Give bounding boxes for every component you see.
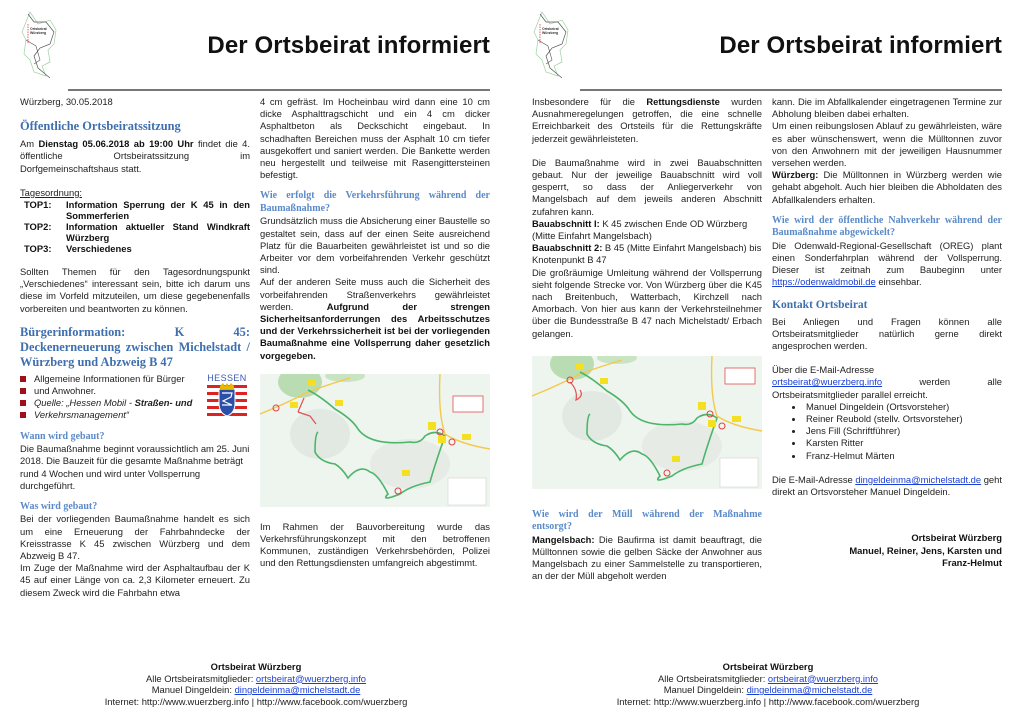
right-column-2 <box>772 96 1002 570</box>
construction-continuation: 4 cm gefräst. Im Hocheinbau wird dann eine 10 cm dicke Asphalttragschicht und ein 4 cm dicker Asphaltbeton als Deckschicht eingebaut. In schadhaften Bereichen muss der Asphalt 10 cm tiefer ausgekoffert und saniert werden. Die Bankette werden neu hergestellt und teilweise mit Rasengittersteinen befestigt. <box>260 96 490 181</box>
member-item: Manuel Dingeldein (Ortsvorsteher) <box>790 401 1002 413</box>
agenda-key: TOP1: <box>24 199 52 211</box>
intro-prefix: Am <box>20 138 39 150</box>
agenda-text: Information aktueller Stand Windkraft Würzberg <box>66 221 250 244</box>
left-column-2 <box>260 96 490 570</box>
intro-suffix: findet die 4. öffentliche Ortsbeiratssitzung im Dorfgemeinschaftshaus statt. <box>20 138 250 174</box>
agenda-item <box>24 221 250 243</box>
phase-1-text: K 45 zwischen Ende OD Würzberg (Mitte Einfahrt Mangelsbach) <box>532 217 748 242</box>
signature-line: Franz-Helmut <box>942 557 1002 569</box>
contact-text: Bei Anliegen und Fragen können alle Ortsbeiratsmitglieder natürlich gerne direkt angesprochen werden. <box>772 315 1002 352</box>
what-text-2: Im Zuge der Maßnahme wird der Asphaltaufbau der K 45 auf einer Länge von ca. 2,3 Kilometer erneuert. Zu diesem Zweck wird die Fahrbahn etwa <box>20 562 250 598</box>
ortsbeirat-logo <box>20 10 60 80</box>
rescue-text <box>532 96 762 145</box>
footer-all-label: Alle Ortsbeiratsmitglieder: <box>657 672 768 684</box>
traffic-text-1: Grundsätzlich muss die Absicherung einer Baustelle so gestaltet sein, dass auf der einen Seite ausreichend Platz für die Bauarbeiten gewährleistet ist und so die Arbeiter vor dem vorbeifahrenden Verkehr geschützt sind. <box>260 215 490 276</box>
source-bullet: und Anwohner. <box>20 385 200 397</box>
source-bullet: Allgemeine Informationen für Bürger <box>20 373 200 385</box>
member-item: Jens Fill (Schriftführer) <box>790 425 1002 437</box>
footer-all-email-link[interactable]: ortsbeirat@wuerzberg.info <box>767 672 879 684</box>
transit-link[interactable]: https://odenwaldmobil.de <box>772 276 876 288</box>
agenda-key: TOP2: <box>24 221 52 233</box>
footer-chair-email-link[interactable]: dingeldeinma@michelstadt.de <box>234 684 361 696</box>
date-line: Würzberg, 30.05.2018 <box>20 96 113 107</box>
signature-block <box>772 532 1002 570</box>
footer-chair <box>0 684 512 696</box>
waste-text <box>532 534 762 583</box>
agenda-text: Information Sperrung der K 45 in den Sommerferien <box>66 199 250 222</box>
footer-chair-label: Manuel Dingeldein: <box>151 684 235 696</box>
logo-text-line2: Würzberg <box>542 31 559 35</box>
footer-org: Ortsbeirat Würzberg <box>210 661 302 672</box>
transit-body: Die Odenwald-Regional-Gesellschaft (OREG) plant einen Sonderfahrplan während der Vollsperrung. Dieser ist zeitnah zum Baubeginn unter <box>772 239 1002 276</box>
footer-all-label: Alle Ortsbeiratsmitglieder: <box>145 672 256 684</box>
traffic-text-2 <box>260 276 490 361</box>
section-heading-waste: Wie wird der Müll während der Maßnahme entsorgt? <box>532 508 762 533</box>
agenda-item <box>24 199 250 221</box>
source-bold: Straßen- und <box>134 397 193 409</box>
members-list <box>790 401 1002 462</box>
footer-chair-label: Manuel Dingeldein: <box>663 684 747 696</box>
direct-suffix: geht direkt an Ortsvorsteher Manuel Dingeldein. <box>772 473 1002 498</box>
logo-text-line1: Ortsbeirat <box>30 27 47 31</box>
meeting-intro <box>20 138 250 175</box>
hessen-label: HESSEN <box>207 372 247 383</box>
direct-prefix: Die E-Mail-Adresse <box>772 473 856 485</box>
section-heading-meeting: Öffentliche Ortsbeiratssitzung <box>20 119 181 134</box>
traffic-text-2-plain: Auf der anderen Seite muss auch die Sicherheit des vorbeifahrenden Straßenverkehrs gewährleistet werden. <box>260 276 490 312</box>
when-text: Die Baumaßnahme beginnt voraussichtlich am 25. Juni 2018. Die Bauzeit für die gesamte Maßnahme beträgt rund 4 Wochen und wird unter Vollsperrung durchgeführt. <box>20 443 250 491</box>
phases-text: Die Baumaßnahme wird in zwei Bauabschnitten gebaut. Nur der jeweilige Bauabschnitt wird voll gesperrt, so dass der Anliegerverkehr von Mangelsbach auf dem jeweils anderen Abschnitt zufahren kann. <box>532 156 762 217</box>
footer-chair <box>512 684 1024 696</box>
transit-text <box>772 240 1002 289</box>
section-heading-traffic: Wie erfolgt die Verkehrsführung während der Baumaßnahme? <box>260 190 490 214</box>
rescue-prefix: Insbesondere für die <box>532 96 647 107</box>
rescue-suffix: wurden Ausnahmeregelungen getroffen, die eine schnelle Erreichbarkeit des Ortsteils für die Rettungskräfte jederzeit gewährleisteten. <box>532 96 762 144</box>
footer-left <box>0 661 512 707</box>
what-text-1: Bei der vorliegenden Baumaßnahme handelt es sich um eine Erneuerung der Fahrbahndecke der Kreisstrasse K 45 zwischen Würzberg und dem Abzweig B 47. <box>20 513 250 562</box>
agenda-item <box>24 243 250 254</box>
footer-right <box>512 661 1024 707</box>
detour-map <box>532 356 762 489</box>
right-column-1 <box>532 96 762 583</box>
agenda-list <box>24 199 250 254</box>
direct-email-text <box>772 474 1002 498</box>
footer-chair-email-link[interactable]: dingeldeinma@michelstadt.de <box>746 684 873 696</box>
phase-2-label: Bauabschnitt 2: <box>532 242 603 254</box>
footer-all-email-link[interactable]: ortsbeirat@wuerzberg.info <box>255 672 367 684</box>
map-outline-icon <box>20 10 60 80</box>
section-heading-what: Was wird gebaut? <box>20 500 98 512</box>
section-heading-transit: Wie wird der öffentliche Nahverkehr während der Baumaßnahme abgewickelt? <box>772 214 1002 239</box>
agenda-closing: Sollten Themen für den Tagesordnungspunkt „Verschiedenes“ interessant sein, bitte ich darum uns diese im Vorfeld mitzuteilen, um diese gegebenenfalls vorbereiten und beantworten zu können. <box>20 266 250 314</box>
page-title: Der Ortsbeirat informiert <box>207 32 490 59</box>
source-bullet <box>20 397 200 409</box>
email-intro: Über die E-Mail-Adresse <box>772 364 875 376</box>
phase-1 <box>532 218 762 242</box>
header-divider <box>580 89 1002 91</box>
waste-continuation: kann. Die im Abfallkalender eingetragenen Termine zur Abholung bleiben dabei erhalten. <box>772 96 1002 120</box>
footer-all-members <box>512 673 1024 685</box>
map-outline-icon <box>532 10 572 80</box>
source-block <box>20 373 250 422</box>
left-column-1 <box>20 96 250 599</box>
meeting-datetime: Dienstag 05.06.2018 ab 19:00 Uhr <box>38 138 194 150</box>
header-divider <box>68 89 490 91</box>
agenda-key: TOP3: <box>24 243 52 255</box>
detour-text: Die großräumige Umleitung während der Vollsperrung sieht folgende Strecke vor. Von Würzberg über die K45 nach Breitenbuch, Watterbach, Kirchzell nach Amorbach. Von hier aus kann der Verkehrsteilnehmer über die Bundesstraße B 47 nach Michelstadt/ Erbach gelangen. <box>532 266 762 339</box>
signature-line: Ortsbeirat Würzberg <box>911 532 1002 544</box>
member-item: Franz-Helmut Märten <box>790 450 1002 462</box>
transit-suffix: einsehbar. <box>875 276 922 288</box>
section-heading-contact: Kontakt Ortsbeirat <box>772 298 868 311</box>
section-heading-citizen-info: Bürgerinformation: K 45: Deckenerneuerung zwischen Michelstadt / Würzberg und Abzweig B 47 <box>20 324 250 369</box>
hessen-crest-icon <box>207 383 247 419</box>
waste-label: Mangelsbach: <box>532 533 595 545</box>
phase-2-text: B 45 (Mitte Einfahrt Mangelsbach) bis Knotenpunkt B 47 <box>532 242 762 266</box>
phase-1-label: Bauabschnitt I: <box>532 217 600 229</box>
newsletter-page-right <box>512 0 1024 724</box>
rescue-bold: Rettungsdienste <box>646 96 720 107</box>
footer-org: Ortsbeirat Würzberg <box>722 661 814 672</box>
logo-text-line2: Würzberg <box>30 31 47 35</box>
footer-all-members <box>0 673 512 685</box>
logo-text-line1: Ortsbeirat <box>542 27 559 31</box>
footer-internet: Internet: http://www.wuerzberg.info | http://www.facebook.com/wuerzberg <box>616 695 920 707</box>
source-bullet: Verkehrsmanagement“ <box>20 409 200 421</box>
traffic-text-2-bold: Aufgrund der strengen Sicherheitsanforderrungen des Arbeitsschutzes und der Verkehrssicherheit ist bei der vorliegenden Baumaßnahme eine Vollsperrung daher gesetzlich vorgegeben. <box>260 300 490 361</box>
wuerzberg-waste <box>772 169 1002 206</box>
detour-map-image <box>260 374 490 507</box>
section-heading-when: Wann wird gebaut? <box>20 430 105 442</box>
waste-numbering: Um einen reibungslosen Ablauf zu gewährleisten, wäre es aber wünschenswert, wenn die Mülltonnen zuvor von den Anwohnern mit der jeweiligen Hausnummer versehen werden. <box>772 120 1002 169</box>
detour-map <box>260 374 490 507</box>
ortsbeirat-logo <box>532 10 572 80</box>
signature-line: Manuel, Reiner, Jens, Karsten und <box>849 544 1002 556</box>
members-email-link[interactable]: ortsbeirat@wuerzberg.info <box>772 376 883 388</box>
agenda-text: Verschiedenes <box>66 243 132 255</box>
waste-body: Die Baufirma ist damit beauftragt, die Mülltonnen sowie die gelben Säcke der Anwohner aus Mangelsbach zu einer Sammelstelle zu transportieren, an der der Müll abgeholt werden <box>532 533 762 582</box>
source-prefix: Quelle: „Hessen Mobil - <box>34 397 135 409</box>
coordination-text: Im Rahmen der Bauvorbereitung wurde das Verkehrsführungskonzept mit den betroffenen Kommunen, zuständigen Verkehrsbehörden, Polizei und den Rettungsdiensten umfangreich abgestimmt. <box>260 520 490 569</box>
footer-internet: Internet: http://www.wuerzberg.info | http://www.facebook.com/wuerzberg <box>104 695 408 707</box>
chair-email-link[interactable]: dingeldeinma@michelstadt.de <box>855 473 982 485</box>
agenda-label: Tagesordnung: <box>20 186 83 198</box>
email-line <box>772 376 1002 400</box>
wuerzberg-text: Die Mülltonnen in Würzberg werden wie gehabt abgeholt. Auch hier bleiben die Abholdaten des Abfallkalenders erhalten. <box>772 169 1002 205</box>
hessen-logo <box>206 373 248 422</box>
email-suffix: werden alle Ortsbeiratsmitglieder parallel erreicht. <box>772 376 1002 400</box>
page-title: Der Ortsbeirat informiert <box>719 32 1002 59</box>
member-item: Karsten Ritter <box>790 437 1002 449</box>
phase-2 <box>532 242 762 266</box>
wuerzberg-label: Würzberg: <box>772 169 819 181</box>
detour-map-image <box>532 356 762 489</box>
member-item: Reiner Reubold (stellv. Ortsvorsteher) <box>790 413 1002 425</box>
